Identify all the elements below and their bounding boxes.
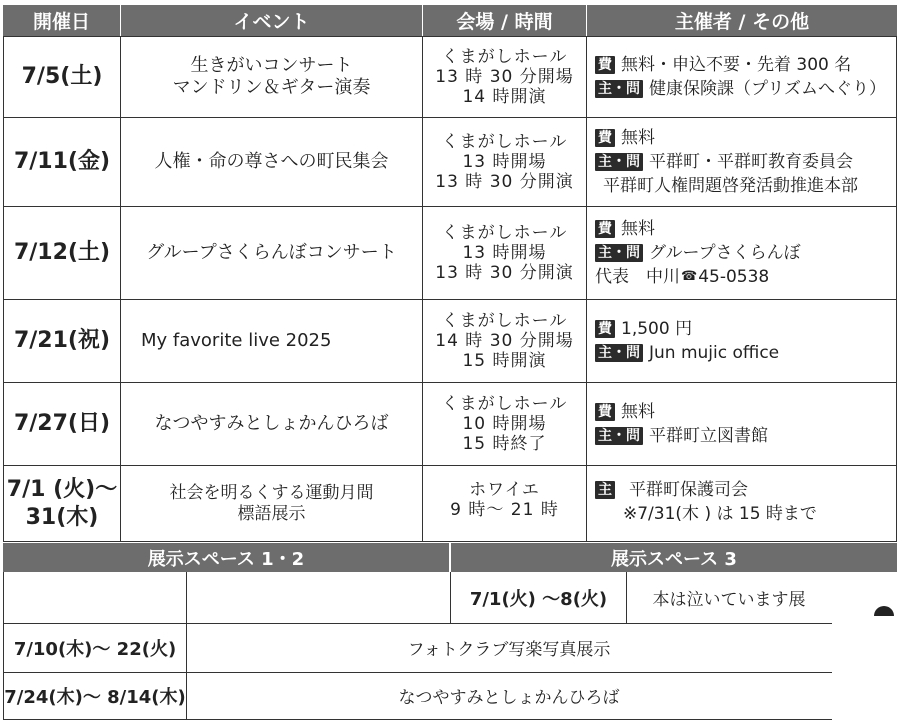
row-2-venue-name: くまがしホール <box>441 132 568 152</box>
host-contact-badge: 主・問 <box>595 344 643 362</box>
row-6-date <box>3 465 121 542</box>
row-3-fee: 無料 <box>621 219 655 239</box>
exhibit-row-2-event: なつやすみとしょかんひろば <box>186 672 832 720</box>
fee-badge: 費 <box>595 56 615 74</box>
row-6-venue <box>422 465 587 542</box>
row-6-venue-time: 9 時～ 21 時 <box>450 500 559 520</box>
row-5-date: 7/27(日) <box>3 382 121 466</box>
row-3-venue-time-2: 13 時 30 分開演 <box>435 263 574 283</box>
row-2-venue <box>422 117 587 207</box>
row-1-venue <box>422 36 587 118</box>
row-1-fee: 無料・申込不要・先着 300 名 <box>621 55 852 75</box>
exhibit-empty-date-cell <box>3 572 187 624</box>
row-2-venue-time-2: 13 時 30 分開演 <box>435 172 574 192</box>
row-1-venue-time-1: 13 時 30 分開場 <box>435 67 574 87</box>
host-contact-badge: 主・問 <box>595 80 643 98</box>
row-5-host: 平群町立図書館 <box>649 426 768 446</box>
host-contact-badge: 主・問 <box>595 427 643 445</box>
fee-badge: 費 <box>595 129 615 147</box>
fee-badge: 費 <box>595 320 615 338</box>
row-4-venue-time-2: 15 時開演 <box>462 351 547 371</box>
row-1-venue-name: くまがしホール <box>441 47 568 67</box>
row-5-venue <box>422 382 587 466</box>
row-2-venue-time-1: 13 時開場 <box>462 152 547 172</box>
row-6-host: 平群町保護司会 <box>629 480 748 500</box>
row-5-venue-time-2: 15 時終了 <box>462 434 547 454</box>
row-3-venue <box>422 206 587 300</box>
row-2-event: 人権・命の尊さへの町民集会 <box>120 117 423 207</box>
row-5-event: なつやすみとしょかんひろば <box>120 382 423 466</box>
row-2-date: 7/11(金) <box>3 117 121 207</box>
host-badge: 主 <box>595 481 615 499</box>
row-2-fee: 無料 <box>621 128 655 148</box>
exhibit-space-1-2-header: 展示スペース 1・2 <box>3 543 449 572</box>
row-4-venue <box>422 299 587 383</box>
header-organizer: 主催者 / その他 <box>587 5 897 36</box>
row-4-event-title: My favorite live 2025 <box>141 330 332 351</box>
row-4-organizer <box>586 299 897 383</box>
row-3-host: グループさくらんぼ <box>649 243 801 263</box>
row-6-venue-name: ホワイエ <box>469 480 540 500</box>
row-5-organizer <box>586 382 897 466</box>
row-4-event <box>120 299 423 383</box>
exhibit-space-3-date: 7/1(火) ～8(火) <box>450 572 627 624</box>
exhibit-row-1-date: 7/10(木)～ 22(火) <box>3 623 187 673</box>
row-3-organizer <box>586 206 897 300</box>
exhibit-empty-event-cell <box>186 572 451 624</box>
exhibit-space-3-header: 展示スペース 3 <box>451 543 897 572</box>
row-3-contact-prefix: 代表 中川 <box>595 267 680 287</box>
row-4-fee: 1,500 円 <box>621 319 693 339</box>
host-contact-badge: 主・問 <box>595 153 643 171</box>
exhibit-row-1-event: フォトクラブ写楽写真展示 <box>186 623 832 673</box>
row-2-organizer <box>586 117 897 207</box>
row-4-venue-name: くまがしホール <box>441 311 568 331</box>
row-6-event-line-2: 標語展示 <box>237 503 306 524</box>
row-3-date: 7/12(土) <box>3 206 121 300</box>
row-1-event-line-2: マンドリン＆ギター演奏 <box>172 77 371 98</box>
row-2-host-2: 平群町人権問題啓発活動推進本部 <box>603 176 858 196</box>
row-1-event <box>120 36 423 118</box>
header-event: イベント <box>121 5 422 36</box>
exhibit-space-3-event: 本は泣いています展 <box>626 572 832 624</box>
header-venue: 会場 / 時間 <box>423 5 586 36</box>
row-3-event: グループさくらんぼコンサート <box>120 206 423 300</box>
row-1-date: 7/5(土) <box>3 36 121 118</box>
row-6-organizer <box>586 465 897 542</box>
fee-badge: 費 <box>595 403 615 421</box>
row-6-date-end: 31(木) <box>25 504 99 530</box>
row-1-venue-time-2: 14 時開演 <box>462 87 547 107</box>
row-2-host-1: 平群町・平群町教育委員会 <box>649 152 853 172</box>
row-1-organizer <box>586 36 897 118</box>
fee-badge: 費 <box>595 220 615 238</box>
row-5-venue-time-1: 10 時開場 <box>462 414 547 434</box>
row-3-venue-name: くまがしホール <box>441 223 568 243</box>
row-6-event <box>120 465 423 542</box>
row-3-contact-phone: 45-0538 <box>698 267 770 287</box>
row-4-date: 7/21(祝) <box>3 299 121 383</box>
row-4-venue-time-1: 14 時 30 分開場 <box>435 331 574 351</box>
row-5-venue-name: くまがしホール <box>441 394 568 414</box>
phone-icon: ☎ <box>681 269 698 284</box>
row-1-host: 健康保険課（プリズムへぐり） <box>649 79 886 99</box>
row-4-host: Jun mujic office <box>649 343 780 363</box>
header-date: 開催日 <box>3 5 120 36</box>
row-6-date-start: 7/1 (火)～ <box>6 476 118 502</box>
row-6-event-line-1: 社会を明るくする運動月間 <box>169 482 374 503</box>
host-contact-badge: 主・問 <box>595 244 643 262</box>
row-1-event-line-1: 生きがいコンサート <box>190 55 353 76</box>
row-6-note: ※7/31(木 ) は 15 時まで <box>623 504 817 524</box>
corner-mark-icon <box>874 606 894 616</box>
exhibit-row-2-date: 7/24(木)～ 8/14(木) <box>3 672 187 720</box>
row-3-venue-time-1: 13 時開場 <box>462 243 547 263</box>
row-5-fee: 無料 <box>621 402 655 422</box>
